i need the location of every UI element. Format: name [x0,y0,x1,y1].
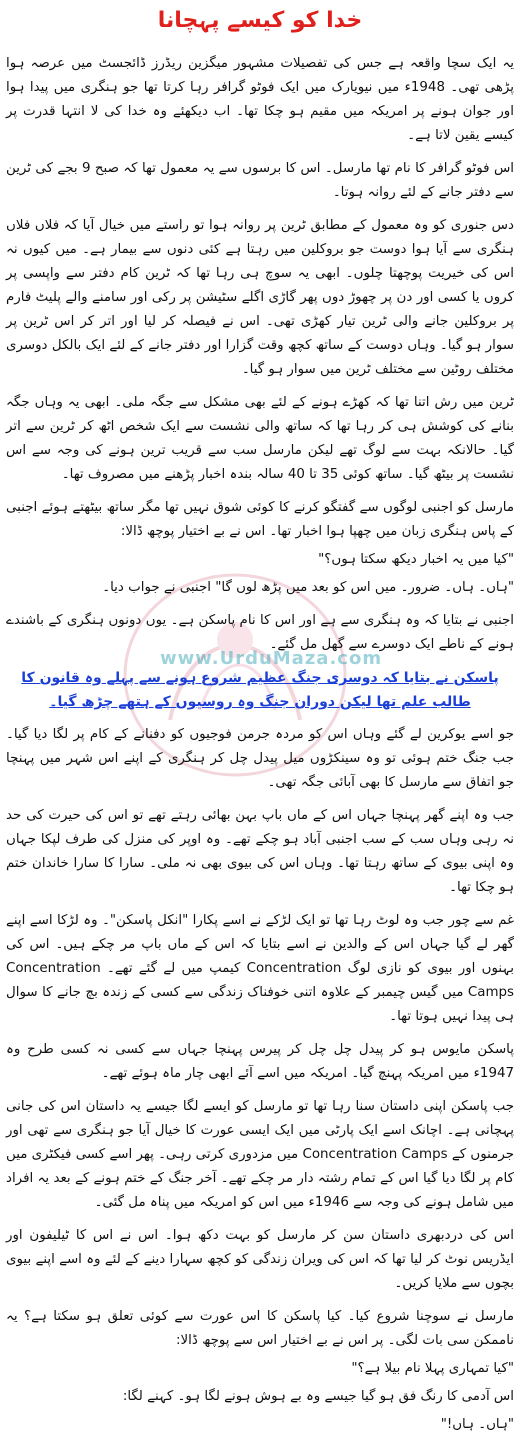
paragraph-6: اجنبی نے بتایا کہ وہ ہنگری سے ہے اور اس کا نام پاسکن ہے۔ یوں دونوں ہنگری کے باشندے ہونے کے ناطے ایک دوسرے سے گھل مل گئے۔ [6,613,514,652]
paragraph-7: جو اسے یوکرین لے گئے وہاں اس کو مردہ جرمن فوجیوں کو دفنانے کے کام پر لگا دیا گیا۔ جب جنگ ختم ہوئی تو وہ سینکڑوں میل پیدل چل کر ہنگری کے اپنے اس شہر میں پہنچا جو اتفاق سے مارسل کا بھی آبائی جگہ تھی۔ [6,727,514,790]
paragraph-2: اس فوٹو گرافر کا نام تھا مارسل۔ اس کا برسوں سے یہ معمول تھا کہ صبح 9 بجے کی ٹرین سے دفتر جانے کے لئے روانہ ہوتا۔ [6,161,515,200]
dialog-line-2: "ہاں۔ ہاں۔ ضرور۔ میں اس کو بعد میں پڑھ لوں گا" اجنبی نے جواب دیا۔ [102,580,514,595]
paragraph-12: اس کی دردبھری داستان سن کر مارسل کو بہت دکھ ہوا۔ اس نے اس کا ٹیلیفون اور ایڈریس نوٹ کر لیا تھا کہ اس کی ویران زندگی کو کچھ سہارا دینے کے لئے وہ اسے اپنے بیوی بچوں سے ملایا کریں۔ [6,1228,514,1291]
dialog-line-1: "کیا میں یہ اخبار دیکھ سکتا ہوں؟" [318,552,514,567]
paragraph-9: غم سے چور جب وہ لوٹ رہا تھا تو ایک لڑکے نے اسے پکارا "انکل پاسکن"۔ وہ لڑکا اسے اپنے گھر لے گیا جہاں اس کے والدین نے اسے بتایا کہ اس کے ماں باپ مر چکے ہیں۔ اس کی بہنوں اور بیوی کو نازی لوگ Concentration کیمپ میں لے گئے تھے۔ Concentration Camps میں گیس چیمبر کے علاوہ اتنی خوفناک زندگی سے کسی کے زندہ بچ جانے کا سوال ہی پیدا نہیں ہوتا تھا۔ [6,913,514,1024]
paragraph-5: مارسل کو اجنبی لوگوں سے گفتگو کرنے کا کوئی شوق نہیں تھا مگر ساتھ بیٹھتے ہوئے اجنبی کے پاس ہنگری زبان میں چھپا ہوا اخبار تھا۔ اس نے بے اختیار پوچھ ڈالا: [6,500,514,539]
paragraph-13: مارسل نے سوچنا شروع کیا۔ کیا پاسکن کا اس عورت سے کوئی تعلق ہو سکتا ہے؟ یہ ناممکن سی بات لگی۔ پر اس نے بے اختیار اس سے پوچھ ڈالا: [6,1309,514,1348]
paragraph-11: جب پاسکن اپنی داستان سنا رہا تھا تو مارسل کو ایسے لگا جیسے یہ داستان اس کی جانی پہچانی ہے۔ اچانک اسے ایک پارٹی میں ایک ایسی عورت کا خیال آیا جو ہنگری سے تھی اور جرمنوں کے Concentration Camps میں مزدوری کرتی رہی۔ پھر اسے کسی فیکٹری میں کام پر لگا دیا گیا اس کے تمام رشتہ دار مر چکے تھے۔ آخر جنگ کے ختم ہونے کے بعد یہ افراد میں شامل ہونے کی وجہ سے 1946ء میں اس کو امریکہ میں پناہ مل گئی۔ [6,1099,514,1210]
article-body [6,52,514,1441]
paragraph-8: جب وہ اپنے گھر پہنچا جہاں اس کے ماں باپ بہن بھائی رہتے تھے تو اس کی حیرت کی حد نہ رہی وہاں سب کے سب اجنبی آباد ہو چکے تھے۔ وہ اوپر کی منزل کی طرف لپکا جہاں وہ اپنی بیوی کے ساتھ رہتا تھا۔ وہاں اس کی بیوی بھی نہ ملی۔ سارا کا سارا خاندان ختم ہو چکا تھا۔ [6,808,514,895]
dialog-line-5: "ہاں۔ ہاں!" [440,1417,514,1432]
watermark-text: www.UrduMaza.com [160,648,383,669]
highlight-link[interactable]: پاسکن نے بتایا کہ دوسری جنگ عظیم شروع ہونے سے پہلے وہ قانون کا طالب علم تھا لیکن دوران جنگ وہ روسیوں کے ہتھے چڑھ گیا۔ [21,670,499,710]
paragraph-1: یہ ایک سچا واقعہ ہے جس کی تفصیلات مشہور میگزین ریڈرز ڈائجسٹ میں عرصہ ہوا پڑھی تھی۔ 1948ء میں نیویارک میں ایک فوٹو گرافر رہا کرتا تھا جو ہنگری میں پیدا ہوا اور جوان ہونے پر امریکہ میں مقیم ہو چکا تھا۔ اب دیکھئے وہ خدا کی لا انتہا قدرت پر کیسے یقین لاتا ہے۔ [6,56,514,143]
dialog-line-4: اس آدمی کا رنگ فق ہو گیا جیسے وہ بے ہوش ہونے لگا ہو۔ کہنے لگا: [122,1389,514,1404]
paragraph-10: پاسکن مایوس ہو کر پیدل چل چل کر پیرس پہنچا جہاں سے کسی نہ کسی طرح وہ 1947ء میں امریکہ پہنچ گیا۔ امریکہ میں اسے آئے ابھی چار ماہ ہوئے تھے۔ [6,1042,514,1081]
paragraph-3: دس جنوری کو وہ معمول کے مطابق ٹرین پر روانہ ہوا تو راستے میں خیال آیا کہ فلاں فلاں ہنگری سے آیا ہوا دوست جو بروکلین میں رہتا ہے کئی دنوں سے بیمار ہے۔ میں کیوں نہ اس کی خیریت پوچھتا چلوں۔ ابھی یہ سوچ ہی رہا تھا کہ ٹرین کام دفتر سے واپسی پر کروں یا کسی اور دن پر چھوڑ دوں پھر گاڑی اگلے سٹیشن پر رکی اور سامنے والے پلیٹ فارم پر بروکلین جانے والی ٹرین تیار کھڑی تھی۔ اس نے فیصلہ کر لیا اور اتر کر اس ٹرین پر سوار ہو گیا۔ وہاں دوست کے ساتھ کچھ وقت گزارا اور دفتر جانے کے لئے ایک بالکل دوسری مختلف روٹین سے مختلف ٹرین میں سوار ہو گیا۔ [6,218,514,377]
page-title: خدا کو کیسے پہچانا [157,8,363,33]
paragraph-4: ٹرین میں رش اتنا تھا کہ کھڑے ہونے کے لئے بھی مشکل سے جگہ ملی۔ ابھی یہ وہاں جگہ بنانے کی کوشش ہی کر رہا تھا کہ ساتھ والی نشست سے ایک شخص اٹھ کر ٹرین سے اتر گیا۔ حالانکہ بہت سے لوگ تھے لیکن مارسل سب سے قریب ترین ہونے کی وجہ سے اس نشست پر بیٹھ گیا۔ ساتھ کوئی 35 تا 40 سالہ بندہ اخبار پڑھنے میں مصروف تھا۔ [6,395,514,482]
dialog-line-3: "کیا تمہاری پہلا نام بیلا ہے؟" [351,1361,514,1376]
